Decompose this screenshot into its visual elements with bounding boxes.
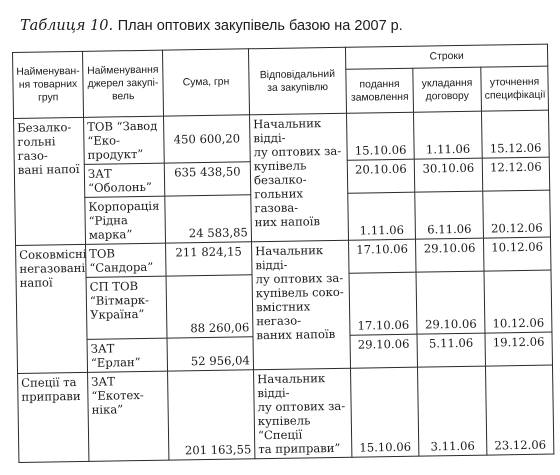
spec-date-cell: 23.12.06 <box>485 365 553 455</box>
contract-date-cell: 29.10.06 <box>415 238 484 272</box>
procurement-plan-table <box>12 44 554 463</box>
order-date-cell: 20.10.06 <box>347 159 415 193</box>
order-date-cell: 1.11.06 <box>348 192 416 240</box>
order-date-cell: 15.10.06 <box>347 112 415 160</box>
source-cell: ЗАТ “Ерлан” <box>87 338 168 372</box>
header-terms: Строки <box>345 44 547 69</box>
header-spec: уточнення специфікації <box>481 66 549 111</box>
source-cell: ЗАТ “Оболонь” <box>84 163 165 197</box>
spec-date-cell: 15.12.06 <box>481 110 549 158</box>
spec-date-cell: 12.12.06 <box>482 157 550 191</box>
header-sum: Сума, грн <box>162 49 249 116</box>
caption-title: План оптових закупівель базою на 2007 р. <box>117 18 403 34</box>
table-row <box>18 365 554 462</box>
header-contract: укладання договору <box>413 67 482 112</box>
spec-date-cell: 20.12.06 <box>483 190 551 238</box>
sum-cell: 52 956,04 <box>167 337 254 371</box>
group-name-cell: Спеції та приправи <box>18 372 89 462</box>
contract-date-cell: 29.10.06 <box>416 271 485 334</box>
header-responsible: Відповідальний за закупівлю <box>248 47 346 115</box>
header-sources: Найменування джерел закупі- вель <box>82 50 163 117</box>
contract-date-cell: 6.11.06 <box>415 191 484 239</box>
source-cell: ЗАТ “Екотех- ніка” <box>88 371 169 461</box>
order-date-cell: 17.10.06 <box>348 239 416 273</box>
spec-date-cell: 10.12.06 <box>484 270 552 333</box>
contract-date-cell: 30.10.06 <box>414 158 483 192</box>
table-row <box>14 110 550 165</box>
order-date-cell: 15.10.06 <box>351 367 419 457</box>
caption-label: Таблиця 10. <box>20 18 114 34</box>
table-caption <box>20 17 403 35</box>
header-order: подання замовлення <box>346 68 414 113</box>
group-name-cell: Соковмісні негазовані напої <box>16 244 88 373</box>
sum-cell: 635 438,50 <box>164 162 251 196</box>
group-name-cell: Безалко- гольні газо- вані напої <box>14 117 86 245</box>
order-date-cell: 29.10.06 <box>350 334 418 368</box>
sum-cell: 450 600,20 <box>164 115 251 163</box>
responsible-cell: Начальник відді- лу оптових за- купівель соко- вмістних негазо- ваних напоїв <box>252 240 351 370</box>
header-goods-group: Найменуван- ня товарних груп <box>13 51 84 118</box>
contract-date-cell: 1.11.06 <box>413 111 482 159</box>
order-date-cell: 17.10.06 <box>349 272 417 335</box>
sum-cell: 24 583,85 <box>165 195 252 243</box>
responsible-cell: Начальник відді- лу оптових за- купівель “Спеції та приправи” <box>254 368 352 459</box>
source-cell: ТОВ “Завод “Еко-продукт” <box>84 116 165 164</box>
contract-date-cell: 3.11.06 <box>418 366 487 456</box>
contract-date-cell: 5.11.06 <box>417 333 486 367</box>
spec-date-cell: 19.12.06 <box>485 332 553 366</box>
source-cell: СП ТОВ “Вітмарк- Україна” <box>86 276 167 339</box>
source-cell: ТОВ “Сандора” <box>86 243 167 277</box>
spec-date-cell: 10.12.06 <box>483 237 551 271</box>
sum-cell: 211 824,15 <box>166 242 253 276</box>
sum-cell: 88 260,06 <box>166 275 253 338</box>
source-cell: Корпорація “Рідна марка” <box>85 196 166 244</box>
responsible-cell: Начальник відді- лу оптових за- купівель безалко- гольних газова- них напоїв <box>250 113 349 242</box>
sum-cell: 201 163,55 <box>168 370 255 460</box>
